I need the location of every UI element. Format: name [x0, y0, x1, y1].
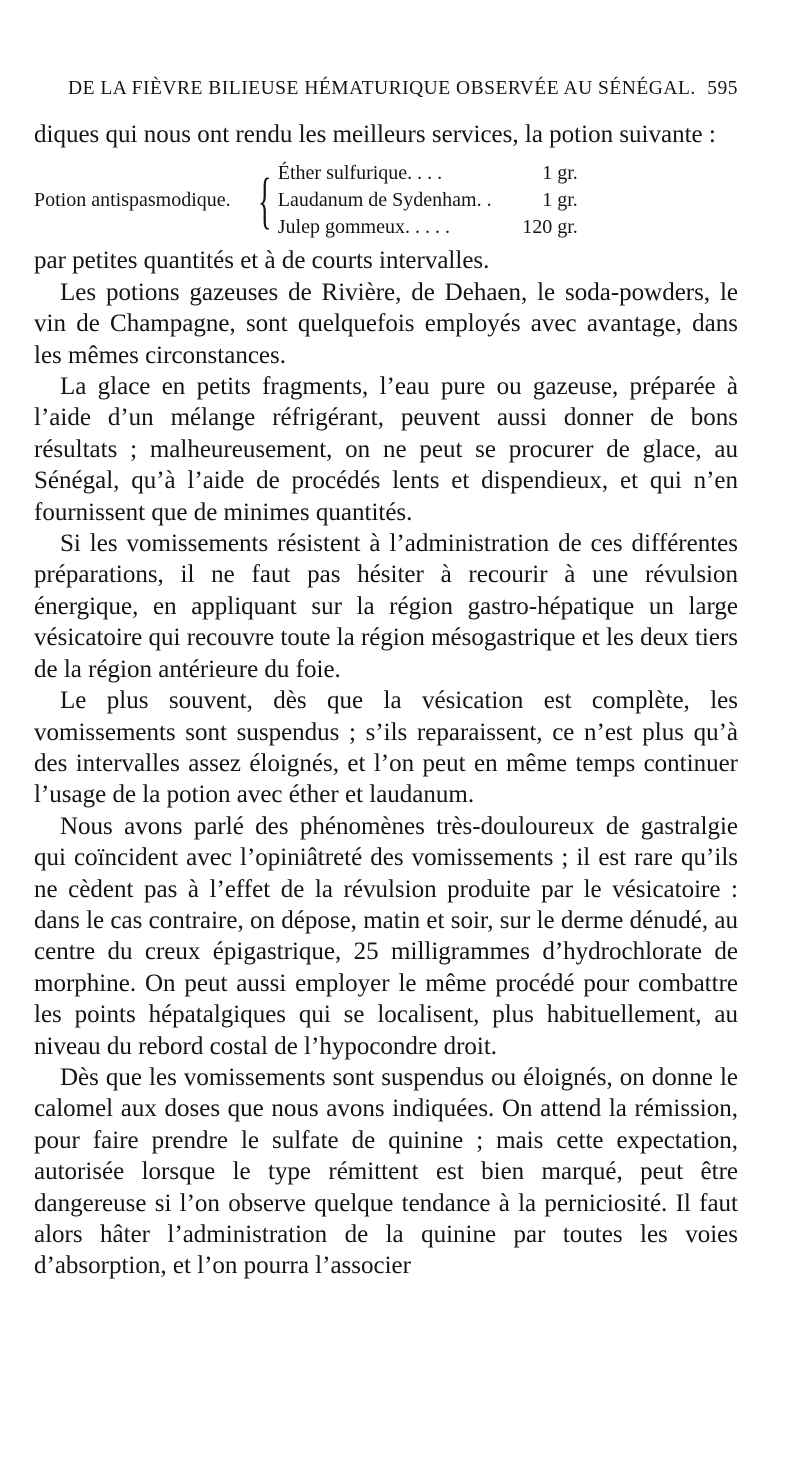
ingredient-name: Laudanum de Sydenham. .	[277, 189, 492, 212]
paragraph-glace: La glace en petits fragments, l’eau pure ou gazeuse, préparée à l’aide d’un mélange réfrigérant, peuvent aussi donner de bons résultats ; malheureusement, on ne peut se procurer de glace, au Sénégal, qu’à l’aide de procédés lents et dispendieux, et qui n’en fournissent que de minimes quantités.	[34, 373, 738, 526]
paragraph-vesication: Le plus souvent, dès que la vésication est complète, les vomissements sont suspendus ; s’ils reparaissent, ce n’est plus qu’à des intervalles assez éloignés, et l’on peut en même temps continuer l’usage de la potion avec éther et laudanum.	[34, 687, 738, 809]
ingredient-amount: 1 gr.	[542, 162, 578, 185]
formula-item	[278, 187, 578, 214]
ingredient-name: Éther sulfurique. . . .	[277, 162, 443, 185]
ingredient-amount: 120 gr.	[522, 216, 578, 239]
formula-item	[278, 214, 578, 241]
paragraph-revulsion: Si les vomissements résistent à l’administration de ces différentes préparations, il ne faut pas hésiter à recourir à une révulsion énergique, en appliquant sur la région gastro-hépatique un large vésicatoire qui recouvre toute la région mésogastrique et les deux tiers de la région antérieure du foie.	[34, 530, 738, 683]
formula-item	[278, 160, 578, 187]
formula-label: Potion antispasmodique.	[34, 189, 231, 212]
running-title: DE LA FIÈVRE BILIEUSE HÉMATURIQUE OBSERVÉE AU SÉNÉGAL.	[68, 78, 696, 99]
running-header	[68, 78, 738, 100]
potion-formula	[34, 160, 738, 241]
formula-continuation: par petites quantités et à de courts intervalles.	[34, 247, 490, 275]
paragraph-calomel: Dès que les vomissements sont suspendus ou éloignés, on donne le calomel aux doses que nous avons indiquées. On attend la rémission, pour faire prendre le sulfate de quinine ; mais cette expectation, autorisée lorsque le type rémittent est bien marqué, peut être dangereuse si l’on observe quelque tendance à la perniciosité. Il faut alors hâter l’administration de la quinine par toutes les voies d’absorption, et l’on pourra l’associer	[34, 1063, 738, 1280]
ingredient-name: Julep gommeux. . . . .	[277, 216, 450, 239]
formula-items	[278, 160, 578, 241]
paragraph-potions-gazeuses: Les potions gazeuses de Rivière, de Dehaen, le soda-powders, le vin de Champagne, sont quelquefois employés avec avantage, dans les mêmes circonstances.	[34, 278, 738, 369]
ingredient-amount: 1 gr.	[542, 189, 578, 212]
opening-paragraph: diques qui nous ont rendu les meilleurs services, la potion suivante :	[34, 121, 716, 148]
paragraph-gastralgie: Nous avons parlé des phénomènes très-douloureux de gastralgie qui coïncident avec l’opiniâtreté des vomissements ; il est rare qu’ils ne cèdent pas à l’effet de la révulsion produite par le vésicatoire : dans le cas contraire, on dépose, matin et soir, sur le derme dénudé, au centre du creux épigastrique, 25 milligrammes d’hydrochlorate de morphine. On peut aussi employer le même procédé pour combattre les points hépatalgiques qui se localisent, plus habituellement, au niveau du rebord costal de l’hypocondre droit.	[34, 812, 738, 1060]
page-body	[34, 119, 738, 1282]
page-number: 595	[707, 78, 738, 99]
brace-icon: {	[258, 166, 272, 235]
